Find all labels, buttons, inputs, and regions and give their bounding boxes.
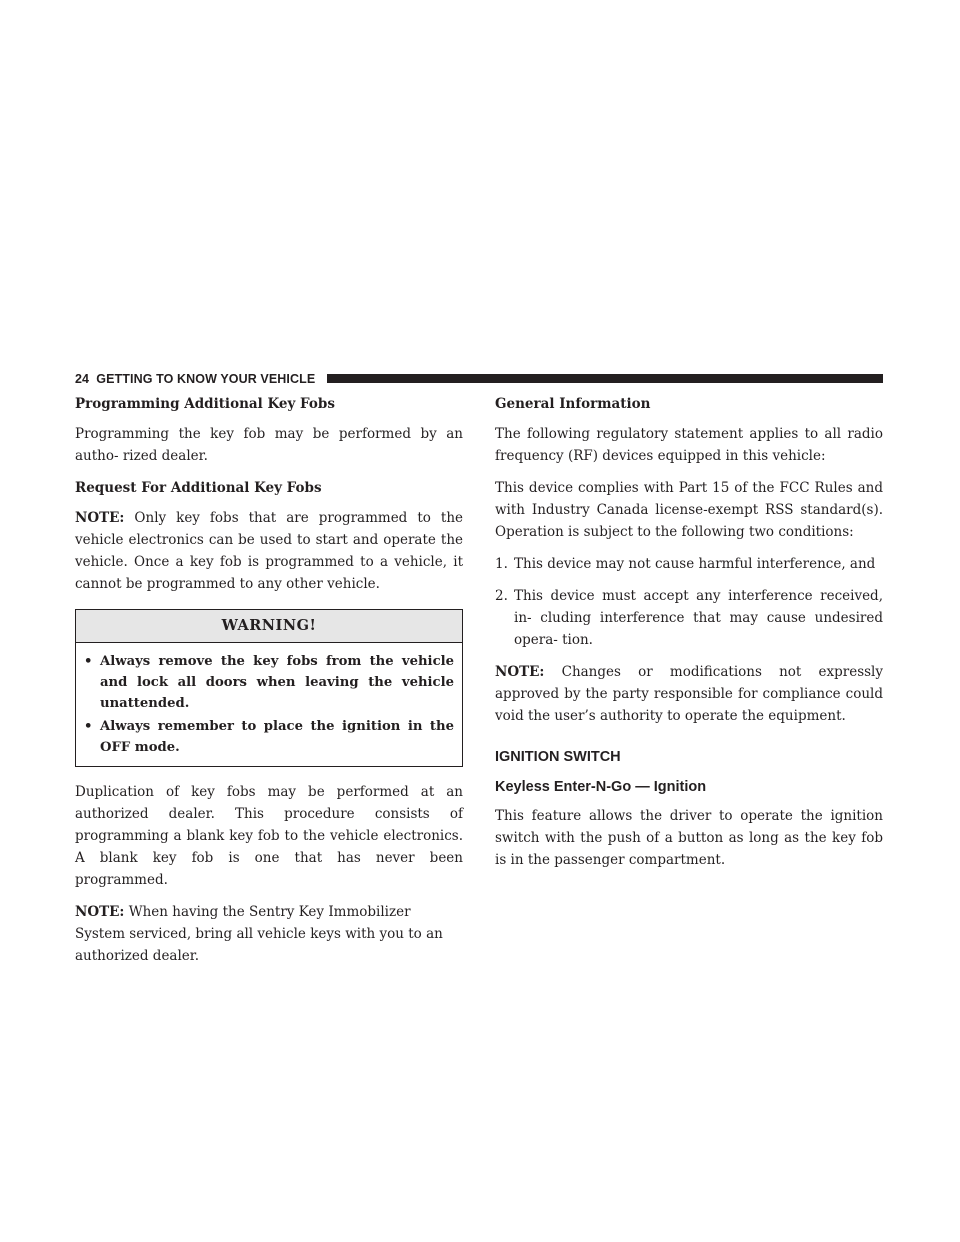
- heading-request-key-fobs: Request For Additional Key Fobs: [75, 480, 322, 496]
- note-modifications: [495, 661, 883, 727]
- note-sentry-key: [75, 901, 463, 967]
- warning-box: [75, 609, 463, 767]
- left-column: [75, 393, 463, 977]
- list-text: This device may not cause harmful interference, and: [514, 556, 876, 572]
- paragraph-duplication: Duplication of key fobs may be performed at an authorized dealer. This procedure consists of programming a blank key fob to the vehicle electronics. A blank key fob is one that has never been programmed.: [75, 784, 463, 888]
- heading-ignition-switch: IGNITION SWITCH: [495, 749, 621, 765]
- heading-keyless-enter-n-go: Keyless Enter-N-Go — Ignition: [495, 779, 707, 795]
- header-rule: [327, 374, 883, 383]
- paragraph-regulatory: The following regulatory statement applies to all radio frequency (RF) devices equipped in this vehicle:: [495, 426, 883, 464]
- conditions-list: [495, 553, 883, 651]
- list-item: [495, 553, 883, 575]
- note-key-fobs: [75, 507, 463, 595]
- note-label: NOTE:: [495, 664, 545, 680]
- warning-item-text: Always remember to place the ignition in the OFF mode.: [100, 719, 454, 755]
- paragraph-keyless: This feature allows the driver to operate the ignition switch with the push of a button as long as the key fob is in the passenger compartment.: [495, 808, 883, 868]
- list-text: This device must accept any interference received, in- cluding interference that may cause undesired opera- tion.: [514, 588, 883, 648]
- note-label: NOTE:: [75, 904, 125, 920]
- warning-item: [84, 651, 454, 714]
- heading-programming-key-fobs: Programming Additional Key Fobs: [75, 396, 335, 412]
- note-text: Only key fobs that are programmed to the vehicle electronics can be used to start and operate the vehicle. Once a key fob is programmed to a vehicle, it cannot be programmed to any other vehicle.: [75, 510, 463, 592]
- page-number: 24: [75, 372, 90, 386]
- note-text: When having the Sentry Key Immobilizer System serviced, bring all vehicle keys with you to an authorized dealer.: [75, 904, 443, 964]
- warning-item: [84, 716, 454, 758]
- page-label: [75, 371, 315, 387]
- page-header: [75, 371, 883, 387]
- list-number: 2.: [495, 588, 508, 604]
- list-item: [495, 585, 883, 651]
- bullet: •: [84, 719, 93, 734]
- paragraph-programming: Programming the key fob may be performed by an autho- rized dealer.: [75, 426, 463, 464]
- note-label: NOTE:: [75, 510, 125, 526]
- warning-list: [76, 643, 462, 766]
- paragraph-fcc: This device complies with Part 15 of the FCC Rules and with Industry Canada license-exempt RSS standard(s). Operation is subject to the following two conditions:: [495, 480, 883, 540]
- heading-general-information: General Information: [495, 396, 651, 412]
- list-number: 1.: [495, 556, 508, 572]
- right-column: [495, 393, 883, 881]
- warning-title: WARNING!: [76, 610, 462, 643]
- warning-item-text: Always remove the key fobs from the vehicle and lock all doors when leaving the vehicle unattended.: [100, 654, 454, 711]
- note-text: Changes or modifications not expressly approved by the party responsible for compliance could void the user’s authority to operate the equipment.: [495, 664, 883, 724]
- bullet: •: [84, 654, 93, 669]
- section-title: GETTING TO KNOW YOUR VEHICLE: [96, 372, 316, 386]
